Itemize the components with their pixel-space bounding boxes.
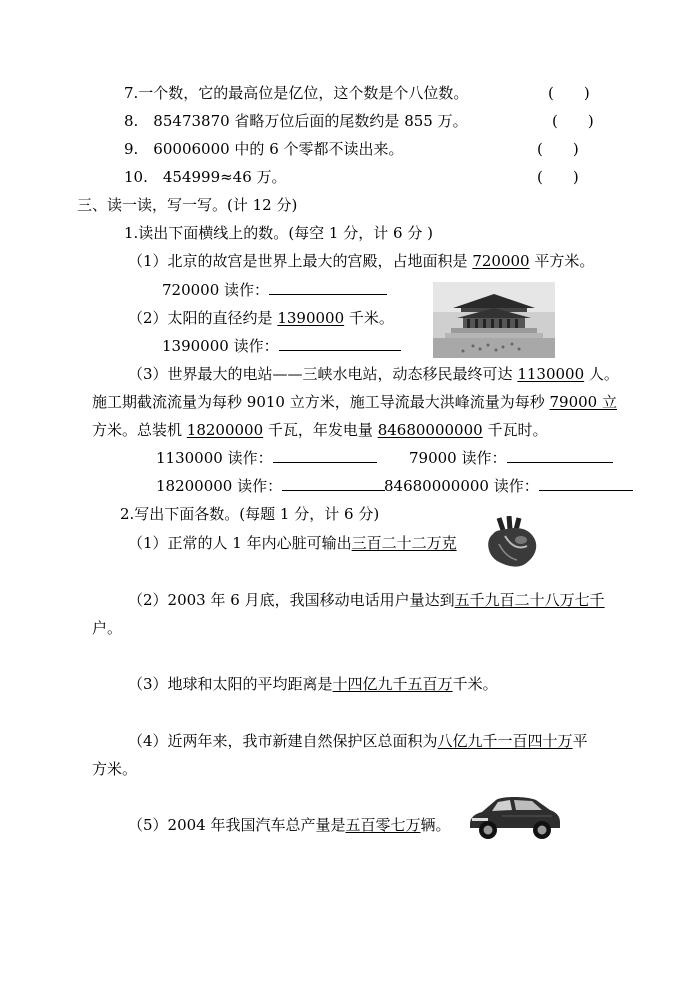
read-label: 1130000 读作： [156,449,273,467]
read-label: 720000 读作： [162,281,270,299]
underlined-number: 18200000 [186,421,264,439]
read-question-1 [128,251,594,271]
read-label: 79000 读作： [409,449,507,467]
read-label: 18200000 读作： [156,477,283,495]
read-answer-row-1 [162,280,387,300]
underlined-number: 720000 [472,252,530,270]
answer-blank[interactable] [282,476,385,491]
judge-question-10: 10. 454999≈46 万。 [124,168,287,186]
heart-image [485,516,541,570]
q-text: （2）太阳的直径约是 [128,309,278,327]
write-question-2-line-1 [128,590,605,610]
q-text: 千米。 [344,309,394,327]
part-1-title: 1.读出下面横线上的数。(每空 1 分，计 6 分 ) [124,224,433,242]
read-label: 84680000000 读作： [384,477,539,495]
answer-paren-9[interactable]: ( ) [537,140,579,158]
judge-question-9: 9. 60006000 中的 6 个零都不读出来。 [124,140,404,158]
q-text: 千瓦，年发电量 [263,421,378,439]
underlined-number-words: 五千九百二十八万七千 [454,591,605,609]
underlined-number: 1390000 [277,309,345,327]
underlined-number-words: 三百二十二万克 [351,534,457,552]
q-text: （3）地球和太阳的平均距离是 [128,675,333,693]
underlined-number-words: 十四亿九千五百万 [332,675,453,693]
read-label: 1390000 读作： [162,337,279,355]
q-text: 平方米。 [529,252,595,270]
read-question-3-line-2 [92,392,617,412]
q-text: 辆。 [420,816,451,834]
section-3-title: 三、读一读，写一写。(计 12 分) [77,196,298,214]
q-text: （4）近两年来，我市新建自然保护区总面积为 [128,732,438,750]
q-text: 千米。 [452,675,498,693]
answer-paren-8[interactable]: ( ) [552,112,594,130]
write-question-4-line-2: 方米。 [92,760,138,778]
read-question-3-line-1 [128,364,619,384]
read-answer-row-2 [162,336,401,356]
forbidden-city-image [433,282,555,358]
write-question-4-line-1 [128,731,588,751]
q-text: 施工期截流流量为每秒 9010 立方米，施工导流最大洪峰流量为每秒 [92,393,550,411]
answer-blank[interactable] [507,448,613,463]
answer-blank[interactable] [539,476,633,491]
write-question-2-line-2: 户。 [92,619,123,637]
underlined-number-words: 五百零七万 [345,816,421,834]
underlined-number-words: 八亿九千一百四十万 [437,732,573,750]
q-text: （1）北京的故宫是世界上最大的宫殿，占地面积是 [128,252,473,270]
write-question-3 [128,674,498,694]
judge-question-8: 8. 85473870 省略万位后面的尾数约是 855 万。 [124,112,468,130]
underlined-number: 1130000 [517,365,585,383]
q-text: 方米。总装机 [92,421,187,439]
read-answer-1130000 [156,448,377,468]
answer-paren-10[interactable]: ( ) [537,168,579,186]
write-question-1 [128,533,457,553]
write-question-5 [128,815,451,835]
q-text: 平 [572,732,588,750]
read-answer-79000 [409,448,613,468]
car-image [466,788,562,842]
answer-blank[interactable] [279,336,401,351]
answer-paren-7[interactable]: ( ) [548,84,590,102]
judge-question-7: 7.一个数，它的最高位是亿位，这个数是个八位数。 [124,84,469,102]
underlined-number: 84680000000 [377,421,483,439]
q-text: （5）2004 年我国汽车总产量是 [128,816,346,834]
read-answer-18200000 [156,476,385,496]
q-text: （2）2003 年 6 月底，我国移动电话用户量达到 [128,591,455,609]
q-text: （3）世界最大的电站——三峡水电站，动态移民最终可达 [128,365,518,383]
answer-blank[interactable] [273,448,377,463]
part-2-title: 2.写出下面各数。(每题 1 分，计 6 分) [120,505,380,523]
read-question-3-line-3 [92,420,547,440]
answer-blank[interactable] [269,280,387,295]
q-text: 人。 [584,365,619,383]
underlined-number: 79000 立 [549,393,617,411]
read-question-2 [128,308,394,328]
q-text: （1）正常的人 1 年内心脏可输出 [128,534,352,552]
q-text: 千瓦时。 [482,421,548,439]
read-answer-84680000000 [384,476,633,496]
